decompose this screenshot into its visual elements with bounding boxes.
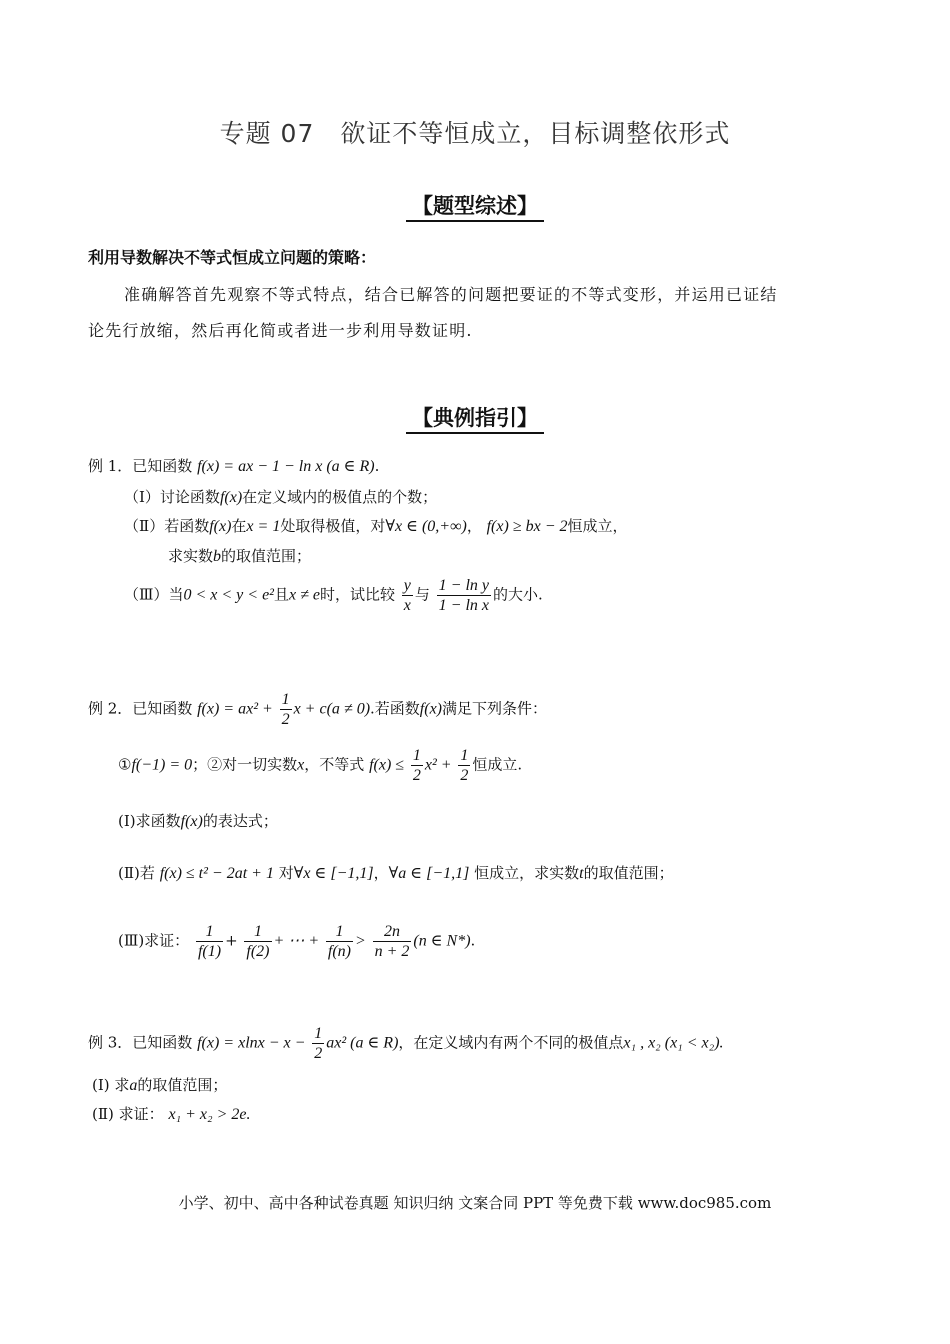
fraction-y-over-x: $\frac{y}{x}$ xyxy=(403,577,411,614)
page-title: 专题 07 欲证不等恒成立，目标调整依形式 xyxy=(219,119,731,148)
example2-statement: 例 2．已知函数 f(x) = ax² + $\frac{1}{2}$ x + c(a ≠ 0).若函数f(x)满足下列条件： xyxy=(88,691,548,728)
strategy-heading: 利用导数解决不等式恒成立问题的策略： xyxy=(88,248,377,267)
section-heading-examples: 【典例指引】 xyxy=(0,402,950,432)
example2-conditions: ①f(−1) = 0；②对一切实数x，不等式 f(x) ≤ $\frac{1}{2}$ x² + $\frac{1}{2}$ 恒成立. xyxy=(118,747,523,784)
example1-part2: （Ⅱ）若函数f(x)在x = 1处取得极值，对∀x ∈ (0,+∞)， f(x) ≥ bx − 2恒成立， xyxy=(124,517,628,535)
example2-part2: (Ⅱ)若 f(x) ≤ t² − 2at + 1 对∀x ∈ [−1,1]，∀a ∈ [−1,1] 恒成立，求实数t的取值范围； xyxy=(118,864,674,882)
example2-part1: (Ⅰ)求函数f(x)的表达式； xyxy=(118,812,278,830)
example3-part2: (Ⅱ) 求证： x₁ + x₂ > 2e. xyxy=(92,1105,251,1123)
example3-statement: 例 3．已知函数 f(x) = xlnx − x − $\frac{1}{2}$ ax² (a ∈ R)，在定义域内有两个不同的极值点x₁ , x₂ (x₁ < x₂). xyxy=(88,1025,724,1062)
strategy-text-line1: 准确解答首先观察不等式特点，结合已解答的问题把要证的不等式变形，并运用已证结 xyxy=(124,285,778,304)
example1-part3: （Ⅲ）当0 < x < y < e²且x ≠ e时，试比较 $\frac{y}{x}$ 与 $\frac{\text{1 − ln y}}{\text{1 − ln x}}$ 的大小. xyxy=(124,577,543,614)
section-heading-overview: 【题型综述】 xyxy=(0,190,950,220)
example2-part3: (Ⅲ)求证： $\frac{1}{f(1)}$ + $\frac{1}{f(2)}$ + ⋯ + $\frac{1}{f(n)}$ > $\frac{2n}{n + 2}$ (n ∈ N*). xyxy=(118,923,476,960)
strategy-text-line2: 论先行放缩，然后再化简或者进一步利用导数证明. xyxy=(88,321,473,340)
example1-part1: （Ⅰ）讨论函数f(x)在定义域内的极值点的个数； xyxy=(124,488,438,506)
example1-statement: 例 1．已知函数 f(x) = ax − 1 − ln x (a ∈ R). xyxy=(88,457,380,475)
example1-part2-line2: 求实数b的取值范围； xyxy=(168,547,312,565)
example3-part1: (Ⅰ) 求a的取值范围； xyxy=(92,1076,228,1094)
fraction-ln-ratio: $\frac{\text{1 − ln y}}{\text{1 − ln x}}$ xyxy=(438,577,490,614)
example1-function: f(x) = ax − 1 − ln x (a ∈ R) xyxy=(197,458,375,475)
page-footer: 小学、初中、高中各种试卷真题 知识归纳 文案合同 PPT 等免费下载 www.doc985.com xyxy=(178,1194,772,1212)
